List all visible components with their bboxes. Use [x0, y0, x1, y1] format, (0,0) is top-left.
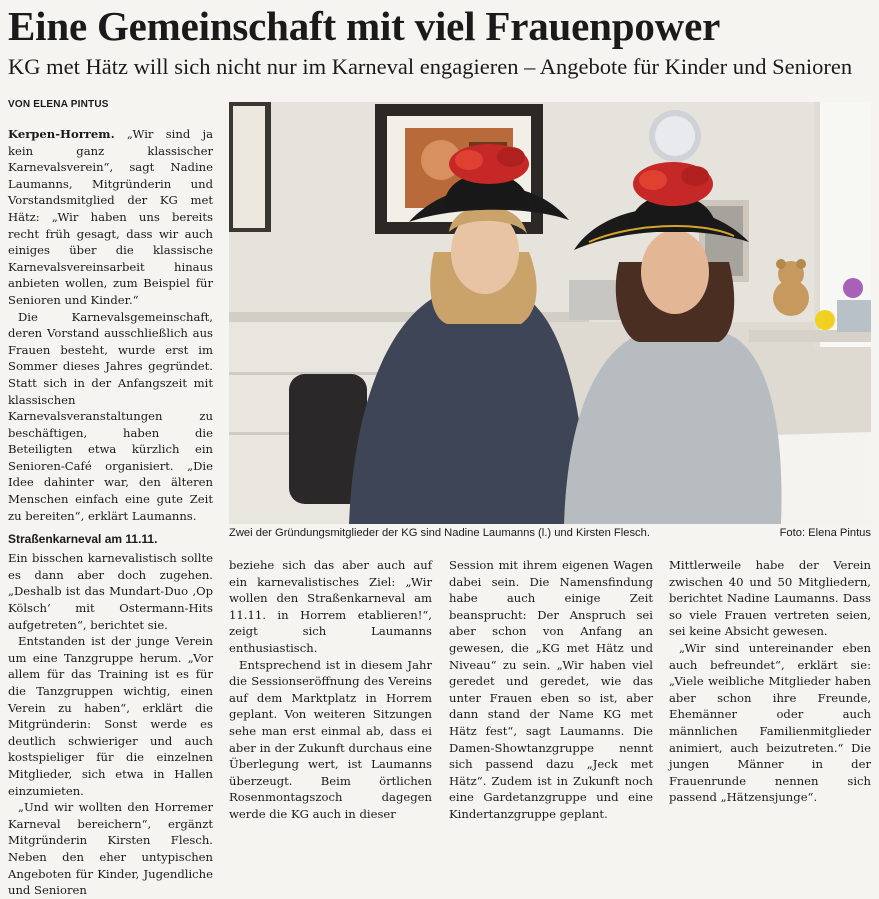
paragraph: Ein bisschen karnevalistisch sollte es dann aber doch zugehen. „Deshalb ist das Mundart-Duo ‚Op Kölsch‘ mit Ostermann-Hits aufgetreten“, berichtet sie.: [8, 551, 213, 632]
article-column-4: [669, 557, 871, 806]
dateline: Kerpen-Horrem.: [8, 127, 115, 141]
paragraph: „Wir sind untereinander eben auch befreundet“, erklärt sie: „Viele weibliche Mitglieder haben aber schon ihre Freunde, Ehemänner oder auch männlichen Familienmitglieder animiert, auch beizutreten.“ Die jungen Männer in der Frauenrunde nennen sich passend „Hätzensjunge“.: [669, 640, 871, 805]
paragraph-text: „Wir sind ja kein ganz klassischer Karnevalsverein“, sagt Nadine Laumanns, Mitgründerin und Vorstandsmitglied der KG met Hätz: „Wir haben uns bereits recht früh gesagt, dass wir auch einiges über die klassische Karnevalsvereinsarbeit hinaus anbieten wollen, zum Beispiel für Senioren und Kinder.“: [8, 127, 214, 307]
article-photo: [229, 102, 871, 524]
paragraph: Die Karnevalsgemeinschaft, deren Vorstand ausschließlich aus Frauen besteht, wurde erst im Sommer dieses Jahres gegründet. Statt sich in der Anfangszeit mit klassischen Karnevalsveranstaltungen zu beschäftigen, haben die Beteiligten etwa kürzlich ein Senioren-Café organisiert. „Die Idee dahinter war, den älteren Menschen einfach eine gute Zeit zu bereiten“, erklärt Laumanns.: [8, 309, 213, 523]
paragraph: [8, 126, 213, 309]
photo-caption-row: [229, 527, 871, 539]
paragraph: Entsprechend ist in diesem Jahr die Sessionseröffnung des Vereins auf dem Marktplatz in Horrem geplant. Von weiteren Sitzungen sehe man erst einmal ab, dass ei aber in der Zukunft durchaus eine Überlegung wert, ist Laumanns überzeugt. Beim örtlichen Rosenmontagszoch dagegen werde die KG auch in dieser: [229, 657, 432, 821]
article-column-2: [229, 557, 432, 823]
paragraph: beziehe sich das aber auch auf ein karnevalistisches Ziel: „Wir wollen den Straßenkarneval am 11.11. in Horrem etablieren!“, zeigt sich Laumanns enthusiastisch.: [229, 558, 432, 655]
byline: VON ELENA PINTUS: [8, 99, 109, 110]
article-column-1: [8, 126, 213, 899]
article-headline: Eine Gemeinschaft mit viel Frauenpower: [8, 3, 721, 49]
paragraph: Session mit ihrem eigenen Wagen dabei sein. Die Namensfindung habe auch einige Zeit beansprucht: Der Anspruch sei aber schon von Anfang an gewesen, die „KG met Hätz und Niveau“ zu sein. „Wir haben viel geredet und geredet, wie das unter Frauen eben so ist, aber dann stand der Name KG met Hätz fest“, sagt Laumanns. Die Damen-Showtanzgruppe nennt sich passend dazu „Jeck met Hätz“. Zudem ist in Zukunft noch eine Gardetanzgruppe und eine Kindertanzgruppe geplant.: [449, 558, 653, 821]
photo-credit: Foto: Elena Pintus: [779, 527, 871, 539]
paragraph: Mittlerweile habe der Verein zwischen 40 und 50 Mitgliedern, berichtet Nadine Laumanns. Dass so viele Frauen vertreten seien, sei keine Absicht gewesen.: [669, 558, 871, 639]
paragraph: „Und wir wollten den Horremer Karneval bereichern“, ergänzt Mitgründerin Kirsten Flesch. Neben den eher untypischen Angeboten für Kinder, Jugendliche und Senioren: [8, 800, 213, 898]
article-subheadline: KG met Hätz will sich nicht nur im Karneval engagieren – Angebote für Kinder und Senioren: [8, 54, 853, 79]
section-subtitle: Straßenkarneval am 11.11.: [8, 532, 158, 547]
photo-caption: Zwei der Gründungsmitglieder der KG sind Nadine Laumanns (l.) und Kirsten Flesch.: [229, 527, 650, 539]
article-column-3: [449, 557, 653, 823]
paragraph: Entstanden ist der junge Verein um eine Tanzgruppe herum. „Vor allem für das Training ist es für die Tanzgruppen wichtig, einen Verein zu haben“, erklärt die Mitgründerin: Sonst werde es deutlich schwieriger und auch kostspieliger für die einzelnen Mitglieder, sich etwa in Hallen einzumieten.: [8, 634, 213, 798]
